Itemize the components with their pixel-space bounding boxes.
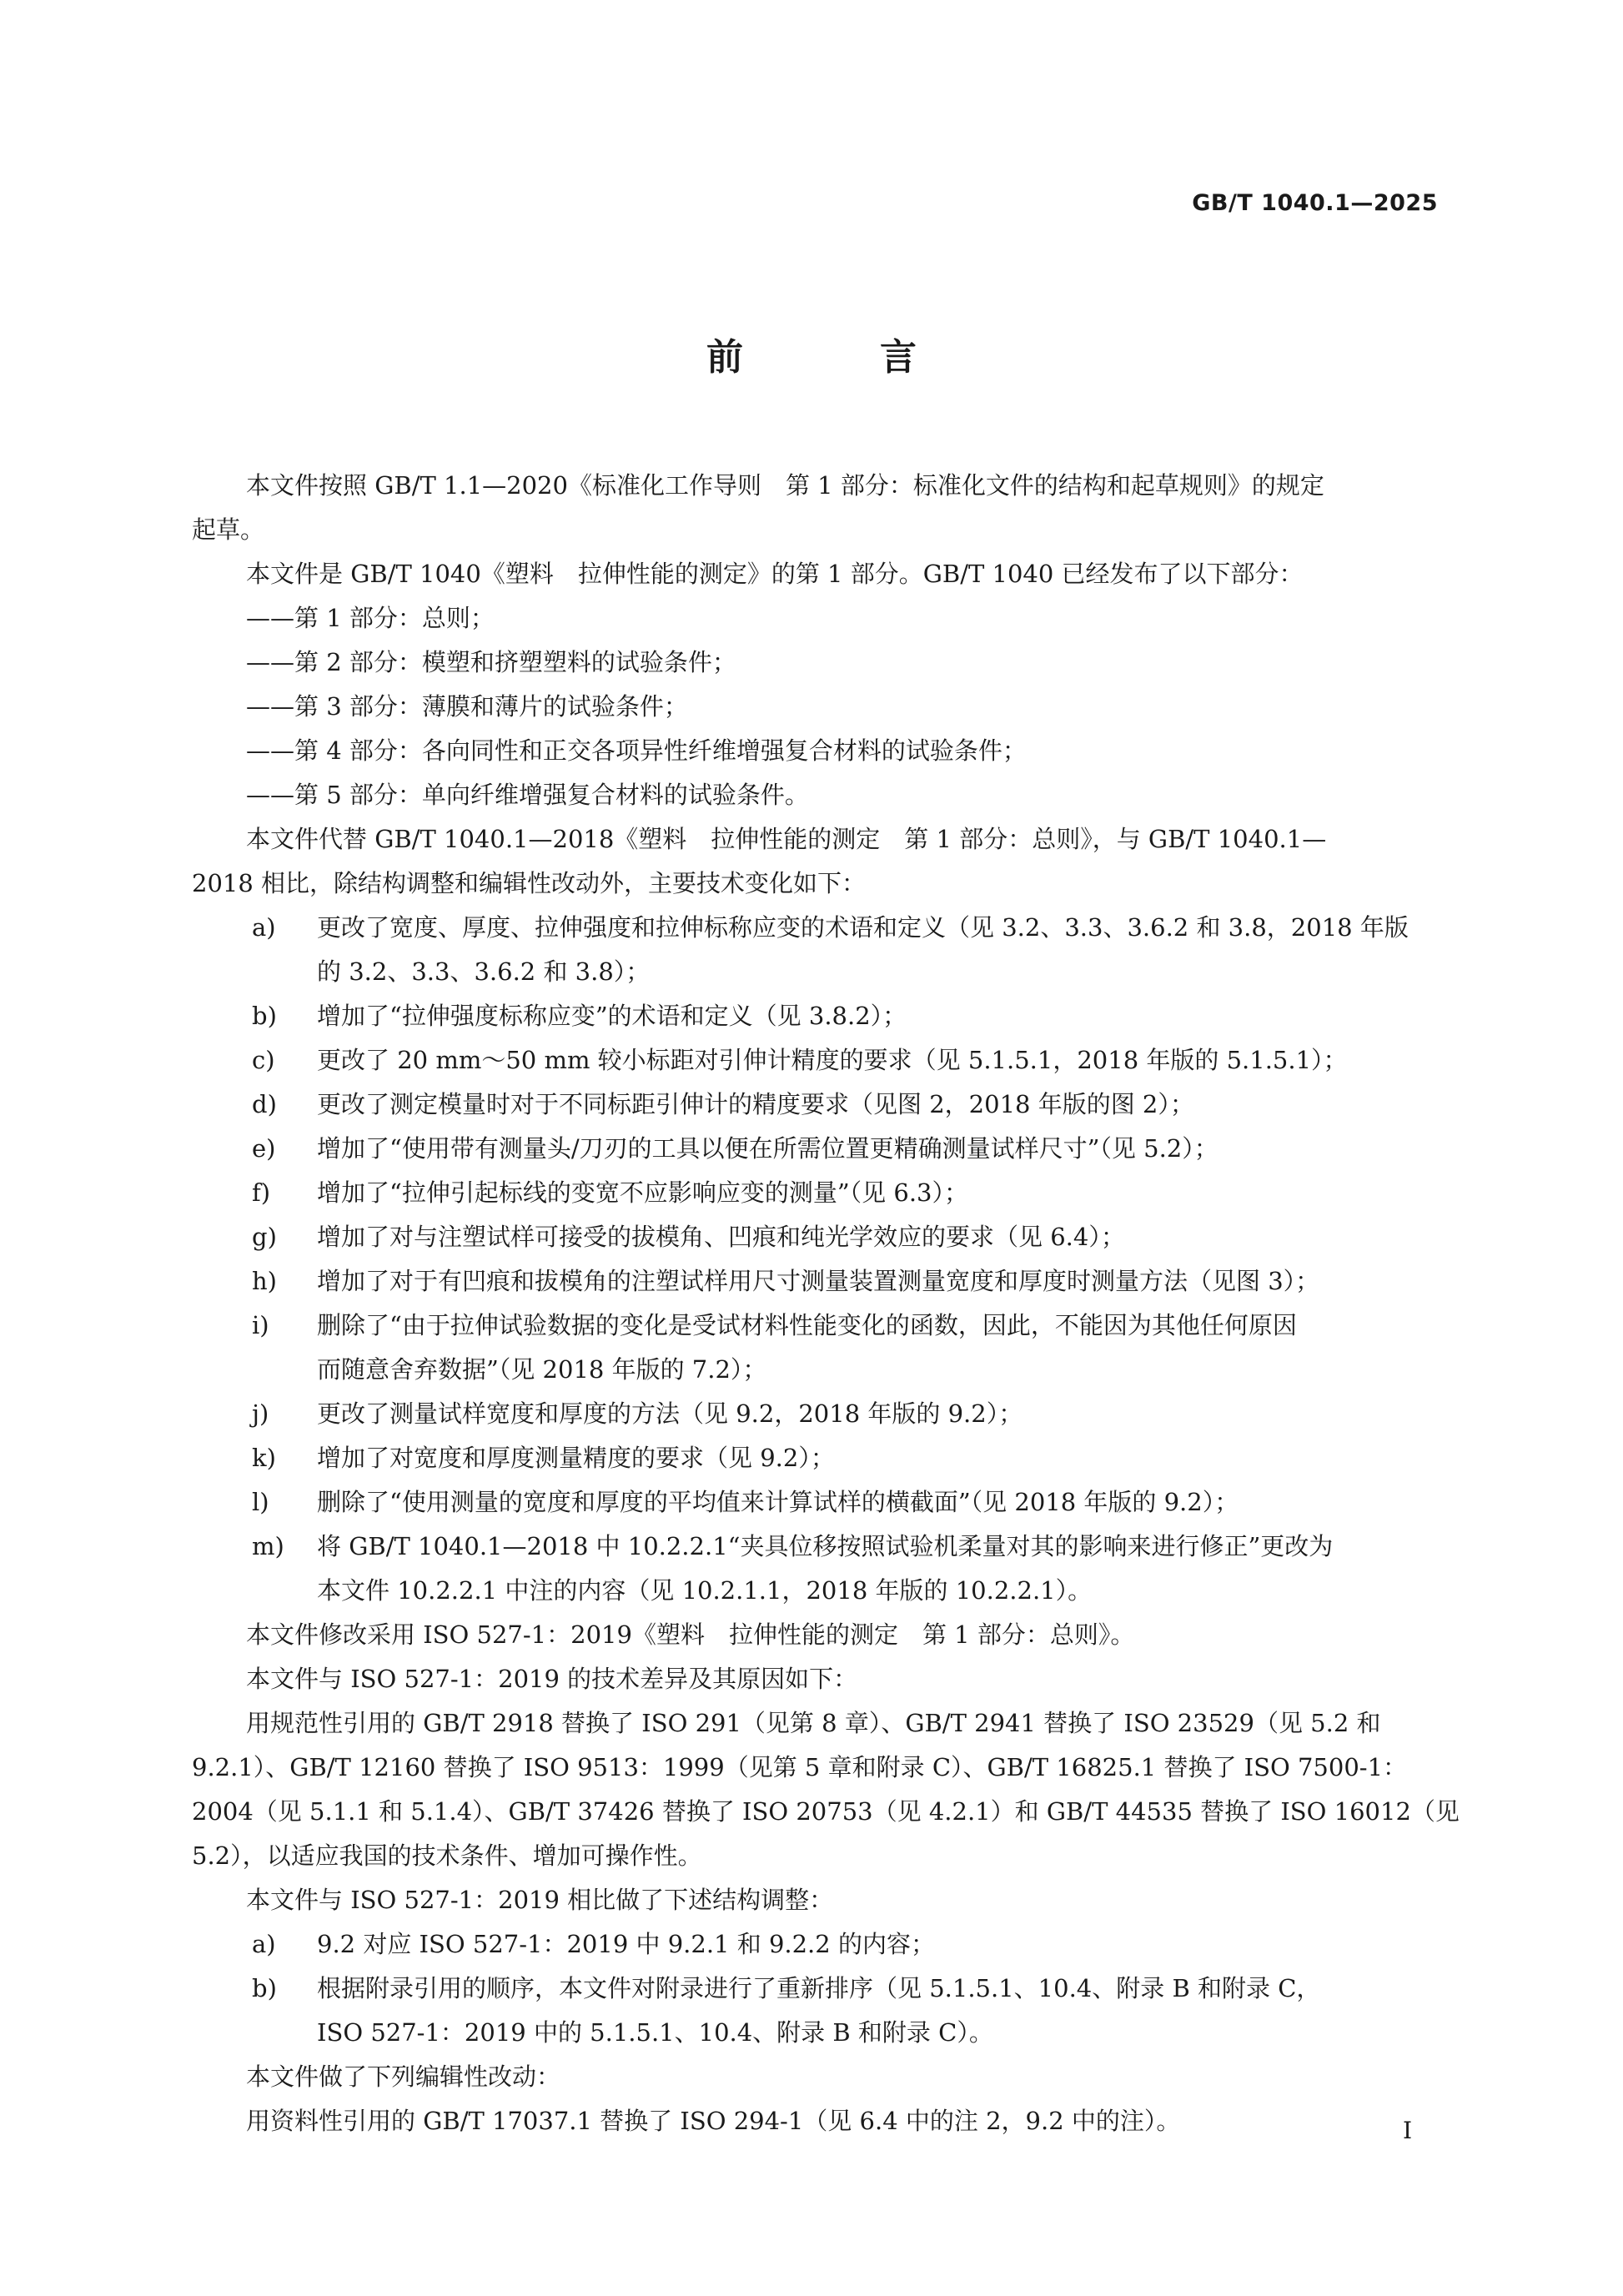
list-item bbox=[192, 1436, 1443, 1480]
list-item bbox=[192, 994, 1443, 1038]
paragraph-line: ——第 3 部分：薄膜和薄片的试验条件； bbox=[246, 692, 688, 721]
list-item-continuation: 的 3.2、3.3、3.6.2 和 3.8）； bbox=[317, 957, 651, 986]
paragraph-line: 本文件与 ISO 527-1：2019 相比做了下述结构调整： bbox=[246, 1886, 834, 1914]
list-item bbox=[192, 1480, 1443, 1525]
list-item bbox=[192, 1038, 1443, 1083]
list-item bbox=[192, 1171, 1443, 1215]
page-number: I bbox=[1403, 2117, 1413, 2144]
list-item bbox=[192, 1922, 1443, 1967]
paragraph-line: 本文件是 GB/T 1040《塑料 拉伸性能的测定》的第 1 部分。GB/T 1040 已经发布了以下部分： bbox=[246, 560, 1304, 588]
list-item-marker: i) bbox=[252, 1311, 269, 1339]
list-item bbox=[192, 1259, 1443, 1304]
document-body bbox=[192, 464, 1460, 2143]
list-item bbox=[192, 1525, 1443, 1569]
paragraph-line: 本文件与 ISO 527-1：2019 的技术差异及其原因如下： bbox=[246, 1665, 858, 1693]
list-item bbox=[192, 1967, 1443, 2011]
paragraph-line: 5.2），以适应我国的技术条件、增加可操作性。 bbox=[192, 1841, 702, 1870]
list-item bbox=[192, 1215, 1443, 1259]
list-item-text: 9.2 对应 ISO 527-1：2019 中 9.2.1 和 9.2.2 的内容； bbox=[317, 1930, 935, 1958]
list-item-text: 更改了测量试样宽度和厚度的方法（见 9.2，2018 年版的 9.2）； bbox=[317, 1399, 1023, 1428]
list-item-continuation: ISO 527-1：2019 中的 5.1.5.1、10.4、附录 B 和附录 C）。 bbox=[317, 2018, 993, 2047]
list-item-marker: k) bbox=[252, 1444, 276, 1472]
list-item-marker: c) bbox=[252, 1046, 275, 1074]
list-item-text: 增加了“拉伸引起标线的变宽不应影响应变的测量”（见 6.3）； bbox=[317, 1178, 968, 1207]
list-item-marker: h) bbox=[252, 1267, 277, 1295]
list-item-marker: j) bbox=[252, 1399, 269, 1428]
list-item-text: 根据附录引用的顺序，本文件对附录进行了重新排序（见 5.1.5.1、10.4、附录 B 和附录 C， bbox=[317, 1974, 1321, 2002]
list-item-text: 更改了 20 mm～50 mm 较小标距对引伸计精度的要求（见 5.1.5.1，2018 年版的 5.1.5.1）； bbox=[317, 1046, 1348, 1074]
list-item-continuation: 而随意舍弃数据”（见 2018 年版的 7.2）； bbox=[317, 1355, 767, 1384]
list-item bbox=[192, 1127, 1443, 1171]
list-item-text: 增加了“使用带有测量头/刀刃的工具以便在所需位置更精确测量试样尺寸”（见 5.2）； bbox=[317, 1134, 1219, 1163]
list-item-marker: b) bbox=[252, 1974, 277, 2002]
paragraph-line: 用资料性引用的 GB/T 17037.1 替换了 ISO 294-1（见 6.4 中的注 2，9.2 中的注）。 bbox=[246, 2107, 1181, 2135]
list-item-marker: a) bbox=[252, 913, 276, 942]
list-item-text: 增加了对宽度和厚度测量精度的要求（见 9.2）； bbox=[317, 1444, 835, 1472]
paragraph-line: ——第 5 部分：单向纤维增强复合材料的试验条件。 bbox=[246, 781, 809, 809]
paragraph-line: ——第 2 部分：模塑和挤塑塑料的试验条件； bbox=[246, 648, 736, 676]
list-item bbox=[192, 906, 1443, 950]
list-item-text: 增加了对于有凹痕和拔模角的注塑试样用尺寸测量装置测量宽度和厚度时测量方法（见图 3）； bbox=[317, 1267, 1320, 1295]
page-title: 前 言 bbox=[706, 336, 967, 379]
list-item-text: 删除了“由于拉伸试验数据的变化是受试材料性能变化的函数，因此，不能因为其他任何原因 bbox=[317, 1311, 1297, 1339]
paragraph-line: ——第 4 部分：各向同性和正交各项异性纤维增强复合材料的试验条件； bbox=[246, 736, 1027, 765]
list-item bbox=[192, 1304, 1443, 1348]
list-item-marker: e) bbox=[252, 1134, 276, 1163]
paragraph-line: 2004（见 5.1.1 和 5.1.4）、GB/T 37426 替换了 ISO 20753（见 4.2.1）和 GB/T 44535 替换了 ISO 16012（见 bbox=[192, 1797, 1460, 1826]
list-item bbox=[192, 1083, 1443, 1127]
list-item-marker: f) bbox=[252, 1178, 271, 1207]
paragraph-line: 9.2.1）、GB/T 12160 替换了 ISO 9513：1999（见第 5 章和附录 C）、GB/T 16825.1 替换了 ISO 7500-1： bbox=[192, 1753, 1408, 1781]
paragraph-line: 用规范性引用的 GB/T 2918 替换了 ISO 291（见第 8 章）、GB/T 2941 替换了 ISO 23529（见 5.2 和 bbox=[246, 1709, 1381, 1737]
paragraph-line: 本文件按照 GB/T 1.1—2020《标准化工作导则 第 1 部分：标准化文件的结构和起草规则》的规定 bbox=[246, 471, 1324, 500]
list-item-text: 增加了“拉伸强度标称应变”的术语和定义（见 3.8.2）； bbox=[317, 1002, 907, 1030]
list-item-marker: g) bbox=[252, 1223, 277, 1251]
list-item-continuation: 本文件 10.2.2.1 中注的内容（见 10.2.1.1，2018 年版的 10.2.2.1）。 bbox=[317, 1576, 1093, 1605]
list-item bbox=[192, 1392, 1443, 1436]
list-item-marker: l) bbox=[252, 1488, 269, 1516]
list-item-text: 增加了对与注塑试样可接受的拔模角、凹痕和纯光学效应的要求（见 6.4）； bbox=[317, 1223, 1125, 1251]
list-item-marker: a) bbox=[252, 1930, 276, 1958]
list-item-marker: d) bbox=[252, 1090, 277, 1118]
document-code: GB/T 1040.1—2025 bbox=[1192, 190, 1438, 216]
list-item-text: 删除了“使用测量的宽度和厚度的平均值来计算试样的横截面”（见 2018 年版的 9.2）； bbox=[317, 1488, 1239, 1516]
list-item-text: 将 GB/T 1040.1—2018 中 10.2.2.1“夹具位移按照试验机柔量对其的影响来进行修正”更改为 bbox=[317, 1532, 1334, 1560]
list-item-text: 更改了宽度、厚度、拉伸强度和拉伸标称应变的术语和定义（见 3.2、3.3、3.6.2 和 3.8，2018 年版 bbox=[317, 913, 1409, 942]
list-item-text: 更改了测定模量时对于不同标距引伸计的精度要求（见图 2，2018 年版的图 2）； bbox=[317, 1090, 1194, 1118]
paragraph-line: 起草。 bbox=[192, 515, 265, 544]
paragraph-line: 2018 相比，除结构调整和编辑性改动外，主要技术变化如下： bbox=[192, 869, 867, 897]
list-item-marker: b) bbox=[252, 1002, 277, 1030]
paragraph-line: 本文件做了下列编辑性改动： bbox=[246, 2062, 561, 2091]
list-item-marker: m) bbox=[252, 1532, 284, 1560]
paragraph-line: 本文件修改采用 ISO 527-1：2019《塑料 拉伸性能的测定 第 1 部分：总则》。 bbox=[246, 1620, 1135, 1649]
paragraph-line: 本文件代替 GB/T 1040.1—2018《塑料 拉伸性能的测定 第 1 部分：总则》，与 GB/T 1040.1— bbox=[246, 825, 1327, 853]
paragraph-line: ——第 1 部分：总则； bbox=[246, 604, 495, 632]
